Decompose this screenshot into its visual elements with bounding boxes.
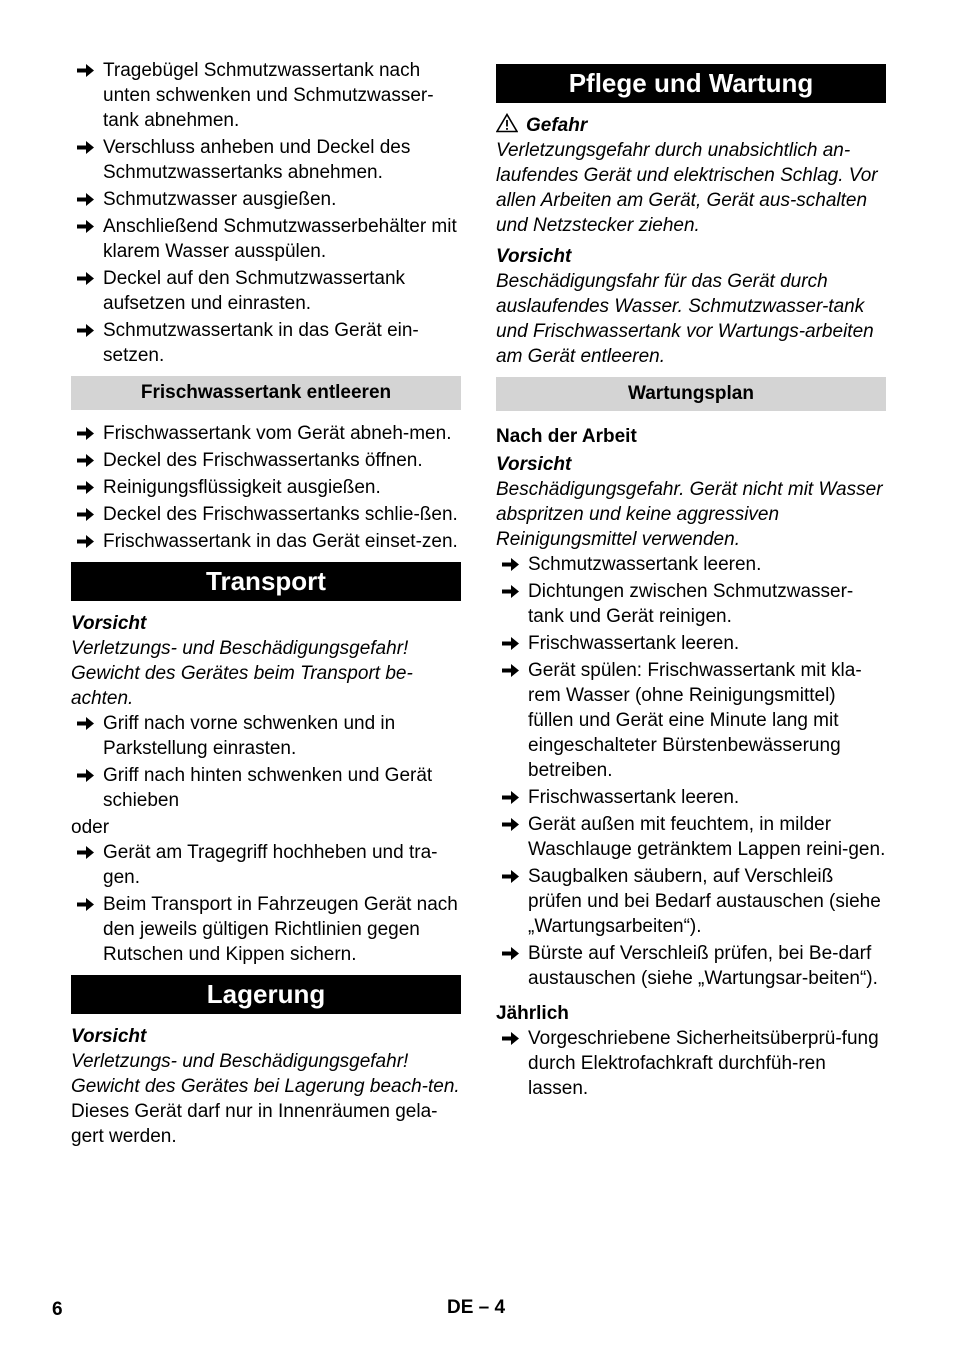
list-item — [71, 58, 461, 133]
after-work-caution-text: Beschädigungsgefahr. Gerät nicht mit Wasser abspritzen und keine aggressiven Reinigungsmittel verwenden. — [496, 479, 883, 550]
list-item — [71, 529, 461, 554]
list-item-text: Beim Transport in Fahrzeugen Gerät nach den jeweils gültigen Richtlinien gegen Rutschen und Kippen sichern. — [103, 894, 458, 965]
list-item — [71, 711, 461, 761]
care-caution-text: Beschädigungsfahr für das Gerät durch auslaufendes Wasser. Schmutzwasser-tank und Frischwassertank vor Wartungs-arbeiten am Gerät entleeren. — [496, 271, 874, 367]
language-page-label: DE – 4 — [447, 1297, 506, 1318]
arrow-icon — [74, 763, 96, 788]
list-item — [71, 214, 461, 264]
list-item — [496, 812, 886, 862]
list-item — [71, 763, 461, 813]
list-item-text: Frischwassertank in das Gerät einset-zen. — [103, 531, 458, 552]
arrow-icon — [74, 266, 96, 291]
arrow-icon — [74, 214, 96, 239]
arrow-icon — [499, 658, 521, 683]
care-caution-label: Vorsicht — [496, 246, 572, 267]
transport-steps-a — [71, 711, 461, 813]
list-item-text: Dichtungen zwischen Schmutzwasser-tank und Gerät reinigen. — [528, 581, 854, 627]
list-item — [71, 502, 461, 527]
list-item — [496, 785, 886, 810]
after-work-heading: Nach der Arbeit — [496, 426, 637, 447]
transport-heading: Transport — [71, 562, 461, 601]
list-item — [71, 318, 461, 368]
arrow-icon — [499, 941, 521, 966]
list-item-text: Anschließend Schmutzwasserbehälter mit klarem Wasser ausspülen. — [103, 216, 457, 262]
list-item-text: Gerät spülen: Frischwassertank mit kla-rem Wasser (ohne Reinigungsmittel) füllen und Gerät eine Minute lang mit eingeschalteter Bürstenbewässerung betreiben. — [528, 660, 862, 781]
warning-triangle-icon — [496, 113, 518, 133]
list-item — [496, 631, 886, 656]
yearly-steps — [496, 1026, 886, 1101]
list-item-text: Frischwassertank leeren. — [528, 787, 740, 808]
arrow-icon — [74, 840, 96, 865]
danger-text: Verletzungsgefahr durch unabsichtlich an-laufendes Gerät und elektrischen Schlag. Vor allen Arbeiten am Gerät, Gerät aus-schalten und Netzstecker ziehen. — [496, 140, 878, 236]
list-item — [71, 187, 461, 212]
arrow-icon — [74, 135, 96, 160]
storage-caution-label: Vorsicht — [71, 1026, 147, 1047]
list-item — [71, 421, 461, 446]
arrow-icon — [499, 1026, 521, 1051]
list-item-text: Bürste auf Verschleiß prüfen, bei Be-darf austauschen (siehe „Wartungsar-beiten“). — [528, 943, 878, 989]
list-item-text: Reinigungsflüssigkeit ausgießen. — [103, 477, 381, 498]
list-item — [496, 941, 886, 991]
arrow-icon — [499, 579, 521, 604]
storage-caution-text: Verletzungs- und Beschädigungsgefahr! Gewicht des Gerätes bei Lagerung beach-ten. — [71, 1051, 460, 1097]
arrow-icon — [74, 711, 96, 736]
after-work-caution-label: Vorsicht — [496, 454, 572, 475]
page-number: 6 — [52, 1299, 63, 1320]
list-item-text: Deckel auf den Schmutzwassertank aufsetzen und einrasten. — [103, 268, 406, 314]
care-heading: Pflege und Wartung — [496, 64, 886, 103]
list-item — [496, 1026, 886, 1101]
maintenance-plan-heading: Wartungsplan — [496, 377, 886, 411]
arrow-icon — [74, 421, 96, 446]
list-item — [71, 135, 461, 185]
list-item — [71, 475, 461, 500]
transport-caution-text: Verletzungs- und Beschädigungsgefahr! Gewicht des Gerätes beim Transport be-achten. — [71, 638, 413, 709]
list-item — [496, 864, 886, 939]
yearly-heading: Jährlich — [496, 1003, 569, 1024]
arrow-icon — [499, 552, 521, 577]
list-item — [496, 579, 886, 629]
arrow-icon — [499, 812, 521, 837]
arrow-icon — [74, 187, 96, 212]
list-item-text: Schmutzwassertank leeren. — [528, 554, 762, 575]
dirty-tank-steps — [71, 58, 461, 368]
storage-note: Dieses Gerät darf nur in Innenräumen gela-gert werden. — [71, 1101, 438, 1147]
list-item-text: Tragebügel Schmutzwassertank nach unten schwenken und Schmutzwasser-tank abnehmen. — [103, 60, 434, 131]
danger-label-text: Gefahr — [526, 115, 588, 136]
list-item-text: Griff nach vorne schwenken und in Parkstellung einrasten. — [103, 713, 396, 759]
list-item-text: Schmutzwasser ausgießen. — [103, 189, 337, 210]
list-item — [496, 658, 886, 783]
right-column — [496, 64, 886, 1103]
left-column — [71, 58, 461, 1149]
list-item-text: Frischwassertank vom Gerät abneh-men. — [103, 423, 452, 444]
list-item-text: Verschluss anheben und Deckel des Schmutzwassertanks abnehmen. — [103, 137, 411, 183]
list-item-text: Saugbalken säubern, auf Verschleiß prüfen und bei Bedarf austauschen (siehe „Wartungsarbeiten“). — [528, 866, 881, 937]
transport-caution-label: Vorsicht — [71, 613, 147, 634]
list-item-text: Deckel des Frischwassertanks öffnen. — [103, 450, 423, 471]
arrow-icon — [74, 318, 96, 343]
list-item-text: Gerät am Tragegriff hochheben und tra-gen. — [103, 842, 438, 888]
list-item-text: Vorgeschriebene Sicherheitsüberprü-fung durch Elektrofachkraft durchfüh-ren lassen. — [528, 1028, 879, 1099]
list-item — [71, 448, 461, 473]
arrow-icon — [499, 631, 521, 656]
transport-steps-b — [71, 840, 461, 967]
after-work-steps — [496, 552, 886, 991]
list-item-text: Gerät außen mit feuchtem, in milder Waschlauge getränktem Lappen reini-gen. — [528, 814, 886, 860]
danger-label — [496, 113, 886, 138]
arrow-icon — [499, 864, 521, 889]
or-text: oder — [71, 817, 110, 838]
fresh-tank-steps — [71, 421, 461, 554]
fresh-tank-heading: Frischwassertank entleeren — [71, 376, 461, 410]
arrow-icon — [74, 448, 96, 473]
list-item — [71, 892, 461, 967]
list-item — [71, 266, 461, 316]
arrow-icon — [74, 58, 96, 83]
list-item-text: Schmutzwassertank in das Gerät ein-setzen. — [103, 320, 419, 366]
arrow-icon — [74, 475, 96, 500]
arrow-icon — [74, 892, 96, 917]
storage-heading: Lagerung — [71, 975, 461, 1014]
arrow-icon — [499, 785, 521, 810]
list-item-text: Griff nach hinten schwenken und Gerät schieben — [103, 765, 433, 811]
arrow-icon — [74, 502, 96, 527]
list-item — [496, 552, 886, 577]
list-item — [71, 840, 461, 890]
list-item-text: Deckel des Frischwassertanks schlie-ßen. — [103, 504, 458, 525]
arrow-icon — [74, 529, 96, 554]
list-item-text: Frischwassertank leeren. — [528, 633, 740, 654]
